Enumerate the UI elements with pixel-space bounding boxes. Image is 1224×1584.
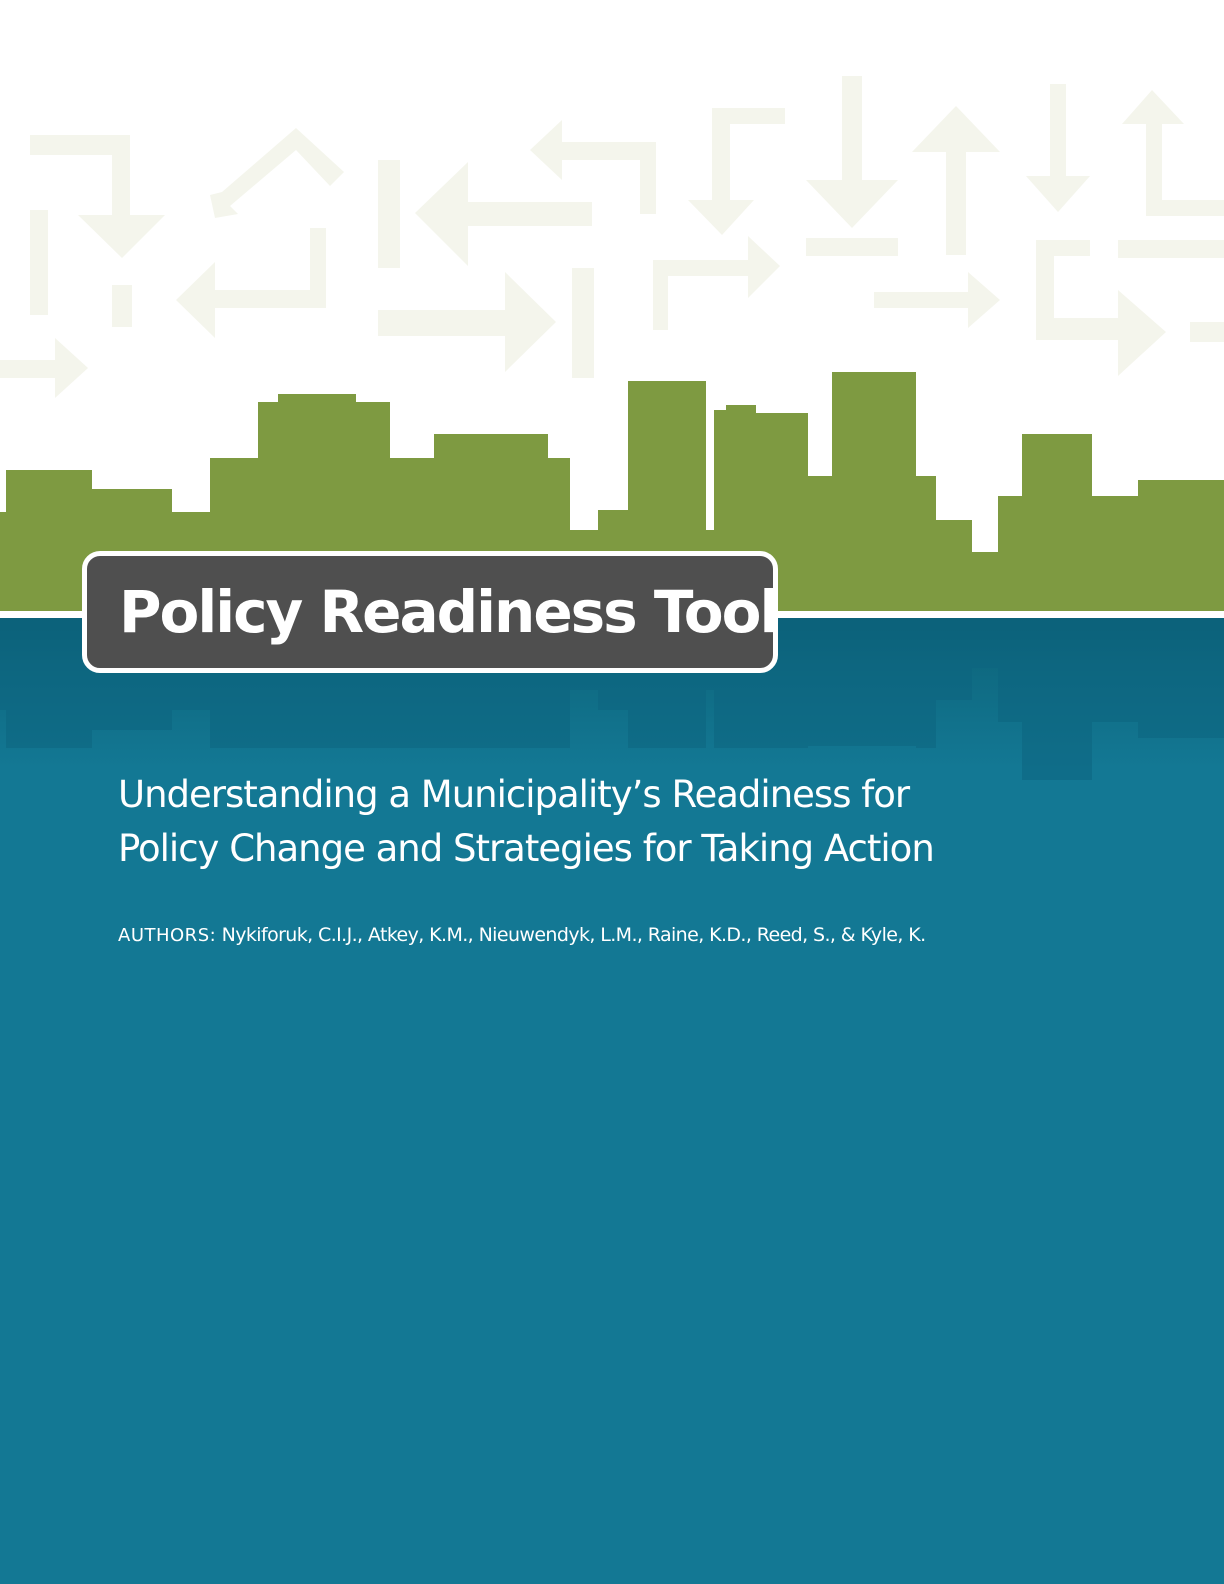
arrow-right-icon bbox=[653, 236, 780, 330]
arrow-down-icon bbox=[30, 135, 165, 258]
arrow-pattern bbox=[0, 0, 1224, 420]
arrow-left-icon bbox=[176, 228, 326, 338]
arrow-left-icon bbox=[415, 162, 592, 266]
arrow-down-icon bbox=[688, 108, 785, 235]
arrow-diagonal-icon bbox=[210, 128, 344, 218]
authors-names: Nykiforuk, C.I.J., Atkey, K.M., Nieuwendyk, L.M., Raine, K.D., Reed, S., & Kyle, K. bbox=[221, 924, 926, 946]
arrow-stem bbox=[1118, 240, 1224, 258]
arrow-stem bbox=[378, 160, 400, 268]
arrow-stem bbox=[112, 285, 132, 327]
arrow-left-icon bbox=[530, 120, 656, 214]
arrow-up-icon bbox=[912, 106, 1000, 255]
arrow-down-icon bbox=[1026, 84, 1090, 212]
subtitle-line-2: Policy Change and Strategies for Taking Action bbox=[118, 827, 934, 870]
authors-line bbox=[118, 924, 926, 946]
arrow-right-icon bbox=[874, 272, 1000, 328]
arrow-up-icon bbox=[1122, 90, 1224, 216]
arrow-base bbox=[806, 238, 898, 256]
arrow-down-icon bbox=[806, 76, 898, 228]
document-title: Policy Readiness Tool bbox=[119, 578, 778, 646]
title-box bbox=[82, 551, 778, 673]
arrow-right-icon bbox=[1036, 240, 1166, 376]
arrow-right-icon bbox=[378, 272, 556, 372]
subtitle-line-1: Understanding a Municipality’s Readiness for bbox=[118, 773, 910, 816]
authors-label: AUTHORS: bbox=[118, 925, 217, 946]
arrow-stem bbox=[30, 210, 48, 315]
arrow-stem bbox=[1190, 322, 1224, 342]
document-subtitle bbox=[118, 768, 1118, 876]
